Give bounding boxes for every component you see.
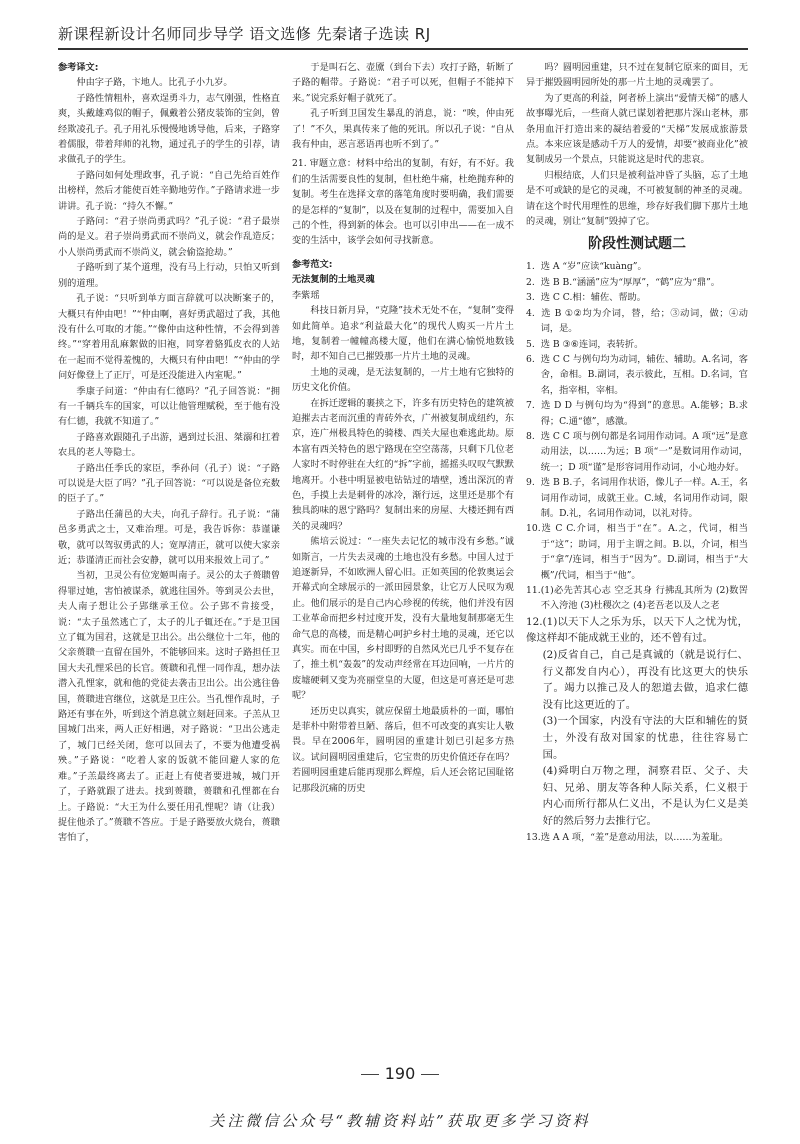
content-columns: [58, 60, 748, 1060]
answer-12-part: 12.(1)以天下人之乐为乐，以天下人之忧为忧，像这样却不能成就王业的，还不曾有过。: [526, 615, 748, 645]
answer-item: 1. 选 A “岁”应读“kuàng”。: [526, 261, 647, 273]
essay-label: 参考范文:: [292, 258, 333, 270]
answer-item: 6. 选 C C 与例句均为动词，辅佐、辅助。A.名词，客舍，命相。B.副词，表示彼此，互相。D.名词，官名，指宰相，宰相。: [526, 353, 748, 396]
paragraph: 土地的灵魂，是无法复制的，一片土地有它独特的历史文化价值。: [292, 366, 514, 394]
translation-label: 参考译文:: [58, 62, 99, 73]
paragraph: 子路性情粗朴，喜欢逞勇斗力，志气刚强，性格直爽，头戴雄鸡似的帽子，佩戴着公猪皮装饰的宝剑，曾经欺凌孔子。孔子用礼乐慢慢地诱导他，后来，子路穿着儒服，带着拜师的礼物，通过孔子的学生的引荐，请求做孔子的学生。: [58, 92, 280, 166]
question-21: 21. 审题立意：材料中给出的复制，有好，有不好。我们的生活需要良性的复制，但杜绝牛痛，杜绝抛弃种的复制。考生在选择文章的落笔角度时要明确，我们需要的是怎样的“复制”，以及在复制的过程中，需要加入自己的个性，得到新的体会。也可以引申出——在一成不变的生活中，该学会如何寻找新意。: [292, 158, 514, 247]
answer-item: 8. 选 C C 项与例句都是名词用作动词。A 项“远”是意动用法，以……为远；B 项“一”是数词用作动词，统一；D 项“谨”是形容词用作动词，小心地办好。: [526, 430, 748, 473]
paragraph: 为了更高的利益，阿者桥上演出“爱情天梯”的感人故事曝光后，一些商人就已谋划着把那片深山老林，那条用血汗打造出来的凝结着爱的“天梯”发展成旅游景点。本来应该是感动千万人的爱情，却要“被商业化”被复制成另一个景点，只能说这是时代的悲哀。: [526, 92, 748, 166]
answer-item: 2. 选 B B.“涵涵”应为“厚厚”，“鹤”应为“鼎”。: [526, 276, 720, 288]
footer-note: 关注微信公众号“教辅资料站”获取更多学习资料: [209, 1112, 591, 1130]
paragraph: 当初，卫灵公有位宠姬叫南子。灵公的太子蒉聩曾得罪过她，害怕被谋杀，就逃往国外。等到灵公去世，夫人南子想让公子郢继承王位。公子郢不肯接受，说：“太子虽然逃亡了，太子的儿子辄还在。”于是卫国立了辄为国君，这就是卫出公。出公继位十二年，他的父亲蒉聩一直留在国外，不能够回来。这时子路担任卫国大夫孔悝采邑的长官。蒉聩和孔悝一同作乱，想办法潜入孔悝家，就和他的党徒去袭击卫出公。出公逃往鲁国，蒉聩进宫继位，这就是卫庄公。当孔悝作乱时，子路还有事在外，听到这个消息就立刻赶回来。子羔从卫国城门出来，两人正好相遇，对子路说：“卫出公逃走了，城门已经关闭，您可以回去了，不要为他遭受祸殃。”子路说：“吃着人家的饭就不能回避人家的危难。”子羔最终离去了。正赶上有使者要进城，城门开了，子路就跟了进去。找到蒉聩，蒉聩和孔悝都在台上。子路说：“大王为什么要任用孔悝呢？请（让我）捉住他杀了。”蒉聩不答应。于是子路要放火烧台，蒉聩害怕了，: [58, 570, 280, 844]
paragraph: 还历史以真实，就应保留土地最质朴的一面，哪怕是菲朴中附带着旦陋、落后，但不可改变的真实让人敬畏。早在2006年，圆明园的重建计划已引起多方热议。试问圆明园重建后，它宝贵的历史价值还存在吗？若圆明园重建后能再现那么辉煌，后人还会铭记国耻铭记那段沉痛的历史: [292, 705, 514, 794]
answer-item: 9. 选 B B.子，名词用作状语，像儿子一样。A.王，名词用作动词，成就王业。C.域，名词用作动词，限制。D.礼，名词用作动词，以礼对待。: [526, 477, 748, 519]
answer-item: 11.(1)必先苦其心志 空乏其身 行拂乱其所为 (2)数罟不入洿池 (3)杜稷次之 (4)老吾老以及人之老: [526, 585, 748, 612]
answer-13: 13.选 A A 项，“羞”是意动用法，以……为羞耻。: [526, 831, 729, 843]
header-title: 新课程新设计名师同步导学 语文选修 先秦诸子选读 RJ: [58, 25, 431, 43]
paragraph: 子路问：“君子崇尚勇武吗？”孔子说：“君子最崇尚的是义。君子崇尚勇武而不崇尚义，就会作乱造反；小人崇尚勇武而不崇尚义，就会偷盗抢劫。”: [58, 216, 280, 258]
page-header: [58, 20, 748, 50]
paragraph: 子路问如何处理政事，孔子说：“自己先给百姓作出榜样，然后才能使百姓辛勤地劳作。”子路请求进一步讲讲。孔子说：“持久不懈。”: [58, 169, 280, 212]
paragraph: 吗？圆明园重建，只不过在复制它原来的面目，无异于摧毁圆明园所处的那一片土地的灵魂罢了。: [526, 62, 748, 89]
paragraph: 孔子听到卫国发生暴乱的消息，说：“唉，仲由死了！”不久，果真传来了他的死讯。所以孔子说：“自从我有仲由，恶言恶语再也听不到了。”: [292, 108, 514, 151]
paragraph: 熊培云说过：“一座失去记忆的城市没有乡愁。”诚如斯言，一片失去灵魂的土地也没有乡愁。中国人过于追逐新异，不如欧洲人留心旧。正如英国的伦敦奥运会开幕式向全球展示的一派田园景象，让它万人民叹为观止。他们展示的是自己内心珍视的传统，他们并没有因工业革命而把乡村过度开发，没有大量地复制那毫无生命气息的高楼，而是精心呵护乡村土地的灵魂，还它以真实。而在中国，乡村即野的自然风光已几乎不复存在了，推土机“轰轰”的发动声经常在耳边回响，一片片的废墟硬刺又变为亮丽堂皇的大厦，但这是可喜还是可悲呢？: [292, 536, 514, 702]
answer-item: 4. 选 B ①②均为介词，替，给；③动词，做；④动词，是。: [526, 307, 748, 335]
paragraph: 季康子问道：“仲由有仁德吗？”孔子回答说：“拥有一千辆兵车的国家，可以让他管理赋税，至于他有没有仁德，我就不知道了。”: [58, 385, 280, 428]
translation-continued: [292, 60, 514, 152]
essay-paragraphs: [292, 303, 514, 796]
paragraph: 仲由字子路，卞地人。比孔子小九岁。: [76, 77, 233, 89]
essay-title: 无法复制的土地灵魂: [292, 274, 375, 286]
paragraph: 归根结底，人们只是被利益冲昏了头脑，忘了土地是不可或缺的是它的灵魂，不可被复制的神圣的灵魂。请在这个时代用理性的思维，珍存好我们脚下那片土地的灵魂，别让“复制”毁掉了它。: [526, 169, 748, 228]
paragraph: 孔子说：“只听到单方面言辞就可以决断案子的，大概只有仲由吧！”“仲由啊，喜好勇武超过了我，其他没有什么可取的才能。”“像仲由这种性情，不会得到善终。”“穿着用乱麻絮做的旧袍，同穿着貉狐皮衣的人站在一起而不觉得羞愧的，大概只有仲由吧！”“仲由的学问好像登上了正厅，可是还没能进入内室呢。”: [58, 293, 280, 382]
paragraph: 子路出任季氏的家臣，季孙问（孔子）说：“子路可以说是大臣了吗？”孔子回答说：“可以说是备位充数的臣子了。”: [58, 462, 280, 505]
answer-12: [526, 614, 748, 830]
column-3: [526, 60, 748, 1060]
answer-12-part: (4)舜明白万物之理，洞察君臣、父子、夫妇、兄弟、朋友等各种人际关系，仁义根于内心而所行都从仁义出，不是认为仁义是美好的然后努力去推行它。: [542, 765, 748, 827]
column-1: [58, 60, 280, 1060]
paragraph: 子路喜欢跟随孔子出游，遇到过长沮、桀溺和扛着农具的老人等隐士。: [58, 431, 280, 459]
answer-12-part: (3)一个国家，内没有守法的大臣和辅佐的贤士，外没有敌对国家的忧患，往往容易亡国。: [542, 715, 748, 761]
paragraph: 于是叫石乞、壶黡（到台下去）攻打子路，斩断了子路的帽带。子路说：“君子可以死，但帽子不能掉下来。”说完系好帽子就死了。: [292, 62, 514, 104]
paragraph: 科技日新月异，“克隆”技术无处不在，“复制”变得如此简单。追求“利益最大化”的现代人购买一片片土地，复制着一幢幢高楼大厦，他们在满心愉悦地数钱时，却不知自己已摧毁那一片片土地的灵魂。: [292, 305, 514, 363]
column-2: [292, 60, 514, 1060]
section-title: 阶段性测试题二: [588, 236, 686, 253]
paragraph: 子路出任蒲邑的大夫，向孔子辞行。孔子说：“蒲邑多勇武之士，又难治理。可是，我告诉你：恭谨谦敬，就可以驾驭勇武的人；宽厚清正，就可以使大家亲近；恭谨清正而社会安静，就可以用来报效上司了。”: [58, 508, 280, 566]
answer-item: 3. 选 C C.相：辅佐、帮助。: [526, 292, 646, 304]
essay-author: 李紫瑶: [292, 289, 320, 301]
answer-item: 7. 选 D D 与例句均为“得到”的意思。A.能够；B.求得；C.通“德”，感激。: [526, 400, 748, 427]
answer-list: [526, 259, 748, 613]
paragraph: 在拆迁逻辑的裹挟之下，许多有历史特色的建筑被迫摧去古老而沉重的青砖外衣，广州被复制成纽约，东京，连广州极具特色的骑楼、西关大屋也难逃此劫。原本富有西关特色的恩宁路现在空空荡荡，只剩下几位老人家时不时停驻在大红的“拆”字前，摇摇头叹叹气默默地离开。小巷中明显被电钻钻过的墙壁，透出深沉的青色，手摸上去是刺骨的冰冷，渐行远，这里还是那个有独具韵味的恩宁路吗？复制出来的房屋、大楼还拥有西关的灵魂吗？: [292, 397, 514, 532]
essay-continued: [526, 60, 748, 229]
page-number: 190: [0, 1064, 800, 1083]
paragraph: 子路听到了某个道理，没有马上行动，只怕又听到别的道理。: [58, 262, 280, 289]
answer-item: 5. 选 B ③⑥连词，表转折。: [526, 338, 644, 350]
answer-item: 10.选 C C.介词，相当于“在”。A.之，代词，相当于“这”；助词，用于主谓之间。B.以，介词，相当于“拿”/连词，相当于“因为”。D.副词，相当于“大概”/代词，相当于“他”。: [526, 523, 748, 581]
answer-12-part: (2)反省自己，自己是真诚的（就是说行仁、行义都发自内心），再没有比这更大的快乐了。竭力以推己及人的恕道去做，追求仁德没有比这更近的了。: [542, 649, 748, 711]
translation-paragraphs: [58, 75, 280, 845]
